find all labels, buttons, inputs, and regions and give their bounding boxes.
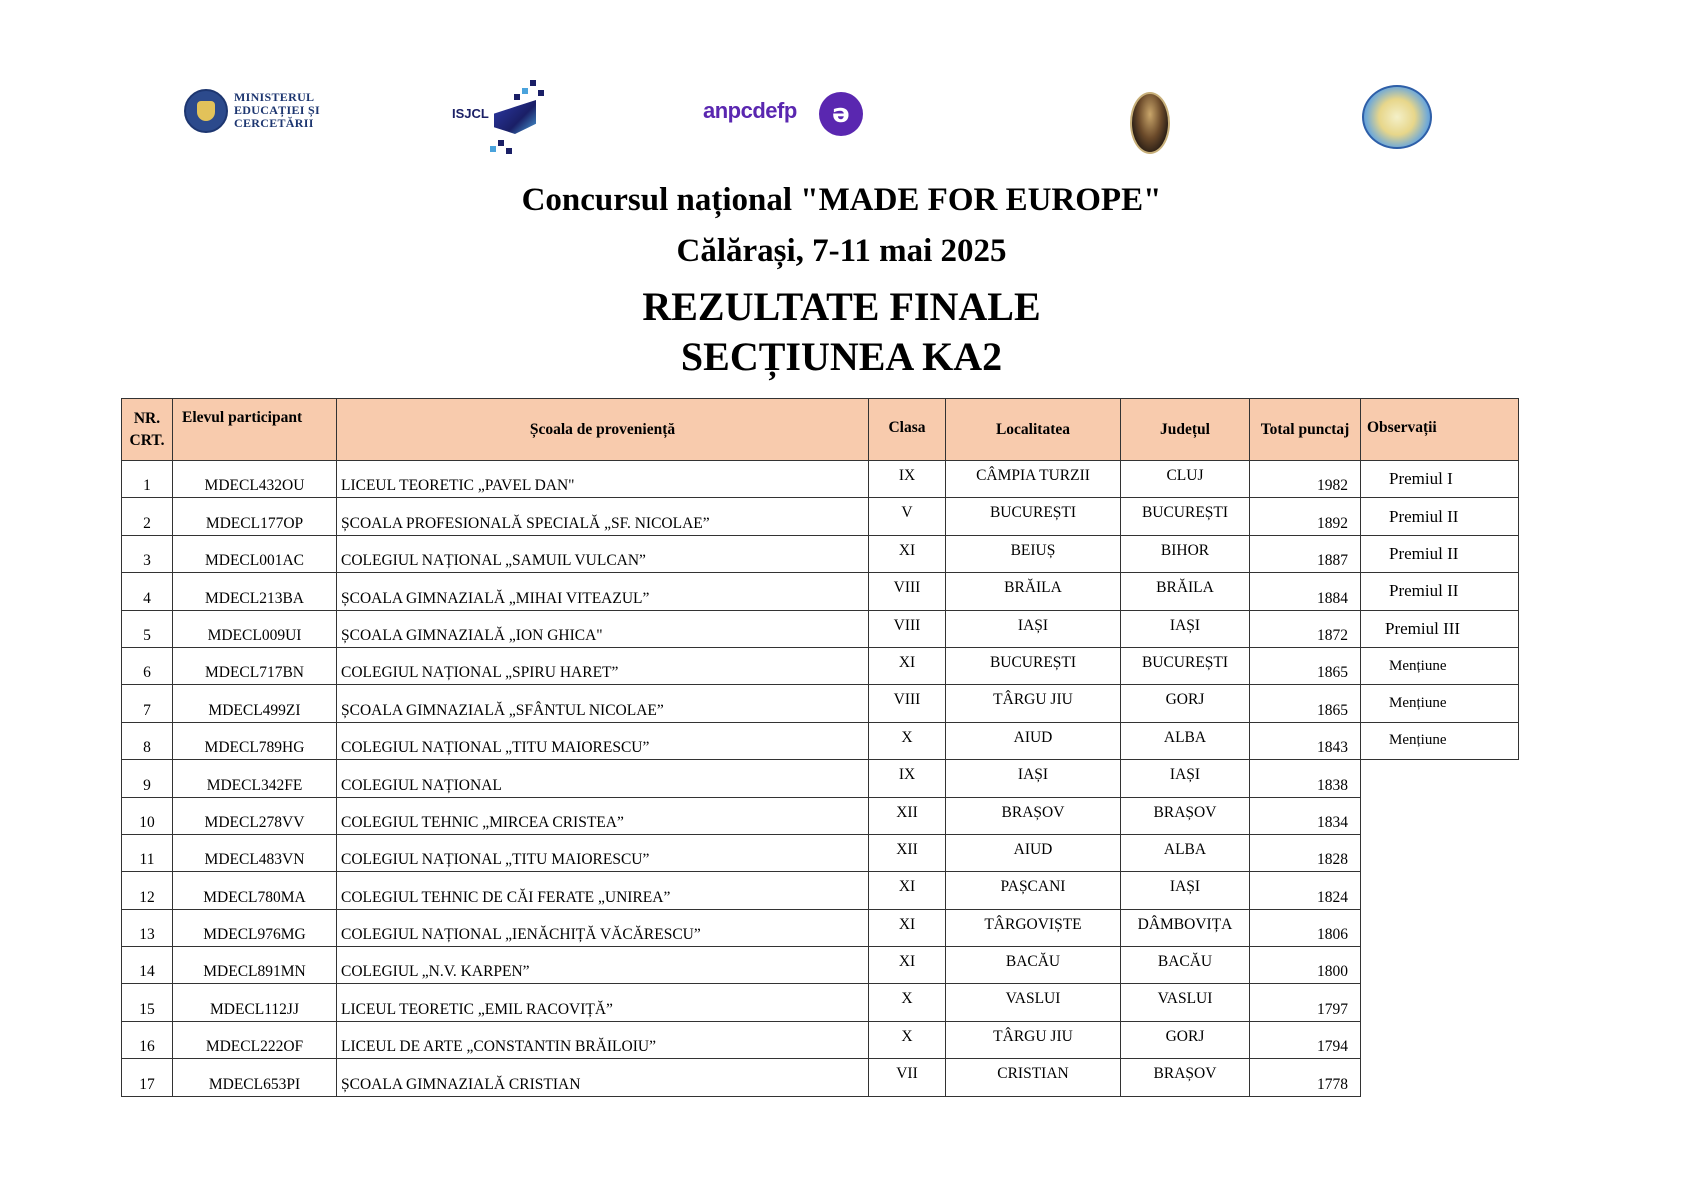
cell-nr: 9 bbox=[122, 760, 173, 797]
col-school-header: Școala de proveniență bbox=[337, 399, 869, 461]
cell-school: ȘCOALA GIMNAZIALĂ „SFÂNTUL NICOLAE” bbox=[337, 685, 869, 722]
cell-nr: 15 bbox=[122, 984, 173, 1021]
section-heading: SECȚIUNEA KA2 bbox=[680, 334, 1003, 379]
cell-school: LICEUL DE ARTE „CONSTANTIN BRĂILOIU” bbox=[337, 1021, 869, 1058]
cell-county: BUCUREȘTI bbox=[1121, 498, 1250, 535]
cell-student-id: MDECL213BA bbox=[173, 573, 337, 610]
cell-class: X bbox=[869, 722, 946, 759]
cell-nr: 5 bbox=[122, 610, 173, 647]
cell-student-id: MDECL342FE bbox=[173, 760, 337, 797]
ministry-logo bbox=[184, 89, 324, 135]
table-row bbox=[122, 722, 1519, 759]
cell-student-id: MDECL499ZI bbox=[173, 685, 337, 722]
cell-nr: 1 bbox=[122, 461, 173, 498]
cell-school: LICEUL TEORETIC „EMIL RACOVIȚĂ” bbox=[337, 984, 869, 1021]
cell-school: ȘCOALA GIMNAZIALĂ CRISTIAN bbox=[337, 1059, 869, 1096]
cell-class: VIII bbox=[869, 610, 946, 647]
cell-student-id: MDECL432OU bbox=[173, 461, 337, 498]
cell-class: XI bbox=[869, 947, 946, 984]
results-heading: REZULTATE FINALE bbox=[642, 284, 1041, 329]
cell-notes-empty bbox=[1361, 909, 1519, 946]
table-row bbox=[122, 834, 1519, 871]
cell-school: ȘCOALA GIMNAZIALĂ „ION GHICA" bbox=[337, 610, 869, 647]
cell-total: 1828 bbox=[1250, 834, 1361, 871]
cell-total: 1887 bbox=[1250, 535, 1361, 572]
cell-total: 1865 bbox=[1250, 647, 1361, 684]
cell-school: COLEGIUL NAȚIONAL „TITU MAIORESCU” bbox=[337, 722, 869, 759]
anpcdefp-logo: anpcdefp ə bbox=[703, 92, 865, 136]
cell-student-id: MDECL112JJ bbox=[173, 984, 337, 1021]
cell-student-id: MDECL222OF bbox=[173, 1021, 337, 1058]
cell-nr: 6 bbox=[122, 647, 173, 684]
cell-county: GORJ bbox=[1121, 685, 1250, 722]
col-class-header: Clasa bbox=[869, 399, 946, 461]
cell-nr: 17 bbox=[122, 1059, 173, 1096]
cell-total: 1794 bbox=[1250, 1021, 1361, 1058]
cell-county: BUCUREȘTI bbox=[1121, 647, 1250, 684]
cell-class: X bbox=[869, 1021, 946, 1058]
cell-class: IX bbox=[869, 461, 946, 498]
ministry-logo-text: MINISTERUL EDUCAȚIEI ȘI CERCETĂRII bbox=[234, 90, 320, 130]
cell-county: GORJ bbox=[1121, 1021, 1250, 1058]
contest-title: Concursul național "MADE FOR EUROPE" bbox=[521, 182, 1162, 218]
cell-school: LICEUL TEORETIC „PAVEL DAN" bbox=[337, 461, 869, 498]
cell-class: X bbox=[869, 984, 946, 1021]
cell-notes: Premiul I bbox=[1361, 461, 1519, 498]
cell-nr: 2 bbox=[122, 498, 173, 535]
cell-student-id: MDECL483VN bbox=[173, 834, 337, 871]
cell-locality: CÂMPIA TURZII bbox=[946, 461, 1121, 498]
cell-notes-empty bbox=[1361, 834, 1519, 871]
cell-school: COLEGIUL NAȚIONAL „IENĂCHIȚĂ VĂCĂRESCU” bbox=[337, 909, 869, 946]
cell-total: 1824 bbox=[1250, 872, 1361, 909]
cell-county: BRAȘOV bbox=[1121, 1059, 1250, 1096]
cell-locality: TÂRGOVIȘTE bbox=[946, 909, 1121, 946]
cell-county: IAȘI bbox=[1121, 610, 1250, 647]
cell-student-id: MDECL653PI bbox=[173, 1059, 337, 1096]
cell-nr: 7 bbox=[122, 685, 173, 722]
cell-nr: 12 bbox=[122, 872, 173, 909]
cell-class: XI bbox=[869, 535, 946, 572]
table-row bbox=[122, 984, 1519, 1021]
cell-locality: IAȘI bbox=[946, 760, 1121, 797]
cell-notes-empty bbox=[1361, 760, 1519, 797]
cell-total: 1797 bbox=[1250, 984, 1361, 1021]
cell-nr: 11 bbox=[122, 834, 173, 871]
cell-notes: Mențiune bbox=[1361, 722, 1519, 759]
cell-school: ȘCOALA PROFESIONALĂ SPECIALĂ „SF. NICOLAE” bbox=[337, 498, 869, 535]
cell-nr: 8 bbox=[122, 722, 173, 759]
cell-locality: IAȘI bbox=[946, 610, 1121, 647]
table-row bbox=[122, 685, 1519, 722]
table-row bbox=[122, 535, 1519, 572]
ministry-seal-icon bbox=[184, 89, 228, 133]
cell-school: COLEGIUL NAȚIONAL „TITU MAIORESCU” bbox=[337, 834, 869, 871]
cell-county: BRĂILA bbox=[1121, 573, 1250, 610]
cell-student-id: MDECL780MA bbox=[173, 872, 337, 909]
cell-notes: Mențiune bbox=[1361, 647, 1519, 684]
cell-notes: Premiul II bbox=[1361, 573, 1519, 610]
cell-class: V bbox=[869, 498, 946, 535]
table-row bbox=[122, 760, 1519, 797]
cell-total: 1892 bbox=[1250, 498, 1361, 535]
cell-notes: Premiul II bbox=[1361, 498, 1519, 535]
table-row bbox=[122, 498, 1519, 535]
cell-county: VASLUI bbox=[1121, 984, 1250, 1021]
cell-nr: 16 bbox=[122, 1021, 173, 1058]
table-row bbox=[122, 610, 1519, 647]
cell-total: 1834 bbox=[1250, 797, 1361, 834]
portrait-icon bbox=[1130, 92, 1170, 154]
concurs-badge-icon bbox=[1362, 85, 1432, 149]
isjcl-logo: ISJCL bbox=[452, 78, 548, 154]
cell-total: 1872 bbox=[1250, 610, 1361, 647]
cell-nr: 10 bbox=[122, 797, 173, 834]
cell-locality: BEIUȘ bbox=[946, 535, 1121, 572]
table-header-row bbox=[122, 399, 1519, 461]
cell-notes: Mențiune bbox=[1361, 685, 1519, 722]
cell-class: XI bbox=[869, 647, 946, 684]
location-date: Călărași, 7-11 mai 2025 bbox=[676, 233, 1007, 269]
cell-student-id: MDECL976MG bbox=[173, 909, 337, 946]
anpcdefp-symbol-icon: ə bbox=[819, 92, 863, 136]
book-icon bbox=[494, 100, 536, 134]
cell-class: XII bbox=[869, 834, 946, 871]
cell-notes: Premiul III bbox=[1361, 610, 1519, 647]
table-row bbox=[122, 647, 1519, 684]
cell-county: IAȘI bbox=[1121, 760, 1250, 797]
cell-student-id: MDECL278VV bbox=[173, 797, 337, 834]
cell-total: 1838 bbox=[1250, 760, 1361, 797]
col-total-header: Total punctaj bbox=[1250, 399, 1361, 461]
col-county-header: Județul bbox=[1121, 399, 1250, 461]
cell-class: VIII bbox=[869, 685, 946, 722]
cell-county: BACĂU bbox=[1121, 947, 1250, 984]
cell-total: 1800 bbox=[1250, 947, 1361, 984]
cell-notes-empty bbox=[1361, 797, 1519, 834]
saint-portrait-logo bbox=[1126, 90, 1174, 158]
cell-locality: BUCUREȘTI bbox=[946, 498, 1121, 535]
cell-class: XI bbox=[869, 872, 946, 909]
cell-notes: Premiul II bbox=[1361, 535, 1519, 572]
table-row bbox=[122, 461, 1519, 498]
cell-notes-empty bbox=[1361, 1021, 1519, 1058]
cell-student-id: MDECL891MN bbox=[173, 947, 337, 984]
cell-county: CLUJ bbox=[1121, 461, 1250, 498]
col-nr-header: NR. CRT. bbox=[122, 399, 173, 461]
cell-student-id: MDECL717BN bbox=[173, 647, 337, 684]
cell-locality: CRISTIAN bbox=[946, 1059, 1121, 1096]
cell-class: IX bbox=[869, 760, 946, 797]
cell-county: BRAȘOV bbox=[1121, 797, 1250, 834]
cell-notes-empty bbox=[1361, 984, 1519, 1021]
col-student-header: Elevul participant bbox=[173, 399, 337, 461]
table-row bbox=[122, 797, 1519, 834]
table-row bbox=[122, 1021, 1519, 1058]
cell-locality: BUCUREȘTI bbox=[946, 647, 1121, 684]
cell-school: ȘCOALA GIMNAZIALĂ „MIHAI VITEAZUL” bbox=[337, 573, 869, 610]
table-row bbox=[122, 909, 1519, 946]
cell-locality: AIUD bbox=[946, 834, 1121, 871]
cell-school: COLEGIUL TEHNIC „MIRCEA CRISTEA” bbox=[337, 797, 869, 834]
results-table bbox=[121, 398, 1519, 1097]
cell-county: ALBA bbox=[1121, 722, 1250, 759]
cell-student-id: MDECL789HG bbox=[173, 722, 337, 759]
cell-total: 1806 bbox=[1250, 909, 1361, 946]
cell-total: 1982 bbox=[1250, 461, 1361, 498]
cell-locality: VASLUI bbox=[946, 984, 1121, 1021]
cell-nr: 3 bbox=[122, 535, 173, 572]
cell-locality: AIUD bbox=[946, 722, 1121, 759]
cell-school: COLEGIUL NAȚIONAL bbox=[337, 760, 869, 797]
col-notes-header: Observații bbox=[1361, 399, 1519, 461]
cell-student-id: MDECL177OP bbox=[173, 498, 337, 535]
cell-locality: BACĂU bbox=[946, 947, 1121, 984]
cell-total: 1865 bbox=[1250, 685, 1361, 722]
cell-county: DÂMBOVIȚA bbox=[1121, 909, 1250, 946]
concurs-logo bbox=[1362, 85, 1434, 151]
cell-total: 1884 bbox=[1250, 573, 1361, 610]
cell-student-id: MDECL009UI bbox=[173, 610, 337, 647]
cell-school: COLEGIUL „N.V. KARPEN” bbox=[337, 947, 869, 984]
table-row bbox=[122, 573, 1519, 610]
cell-locality: TÂRGU JIU bbox=[946, 1021, 1121, 1058]
cell-school: COLEGIUL NAȚIONAL „SPIRU HARET” bbox=[337, 647, 869, 684]
cell-class: VII bbox=[869, 1059, 946, 1096]
cell-nr: 14 bbox=[122, 947, 173, 984]
cell-notes-empty bbox=[1361, 872, 1519, 909]
table-row bbox=[122, 872, 1519, 909]
cell-school: COLEGIUL TEHNIC DE CĂI FERATE „UNIREA” bbox=[337, 872, 869, 909]
cell-class: XI bbox=[869, 909, 946, 946]
cell-locality: BRAȘOV bbox=[946, 797, 1121, 834]
cell-locality: TÂRGU JIU bbox=[946, 685, 1121, 722]
cell-total: 1843 bbox=[1250, 722, 1361, 759]
cell-nr: 13 bbox=[122, 909, 173, 946]
cell-notes-empty bbox=[1361, 1059, 1519, 1096]
cell-nr: 4 bbox=[122, 573, 173, 610]
cell-notes-empty bbox=[1361, 947, 1519, 984]
table-row bbox=[122, 947, 1519, 984]
cell-county: IAȘI bbox=[1121, 872, 1250, 909]
cell-total: 1778 bbox=[1250, 1059, 1361, 1096]
col-locality-header: Localitatea bbox=[946, 399, 1121, 461]
cell-school: COLEGIUL NAȚIONAL „SAMUIL VULCAN” bbox=[337, 535, 869, 572]
cell-locality: PAȘCANI bbox=[946, 872, 1121, 909]
cell-locality: BRĂILA bbox=[946, 573, 1121, 610]
cell-county: ALBA bbox=[1121, 834, 1250, 871]
cell-student-id: MDECL001AC bbox=[173, 535, 337, 572]
cell-county: BIHOR bbox=[1121, 535, 1250, 572]
cell-class: VIII bbox=[869, 573, 946, 610]
cell-class: XII bbox=[869, 797, 946, 834]
table-row bbox=[122, 1059, 1519, 1096]
